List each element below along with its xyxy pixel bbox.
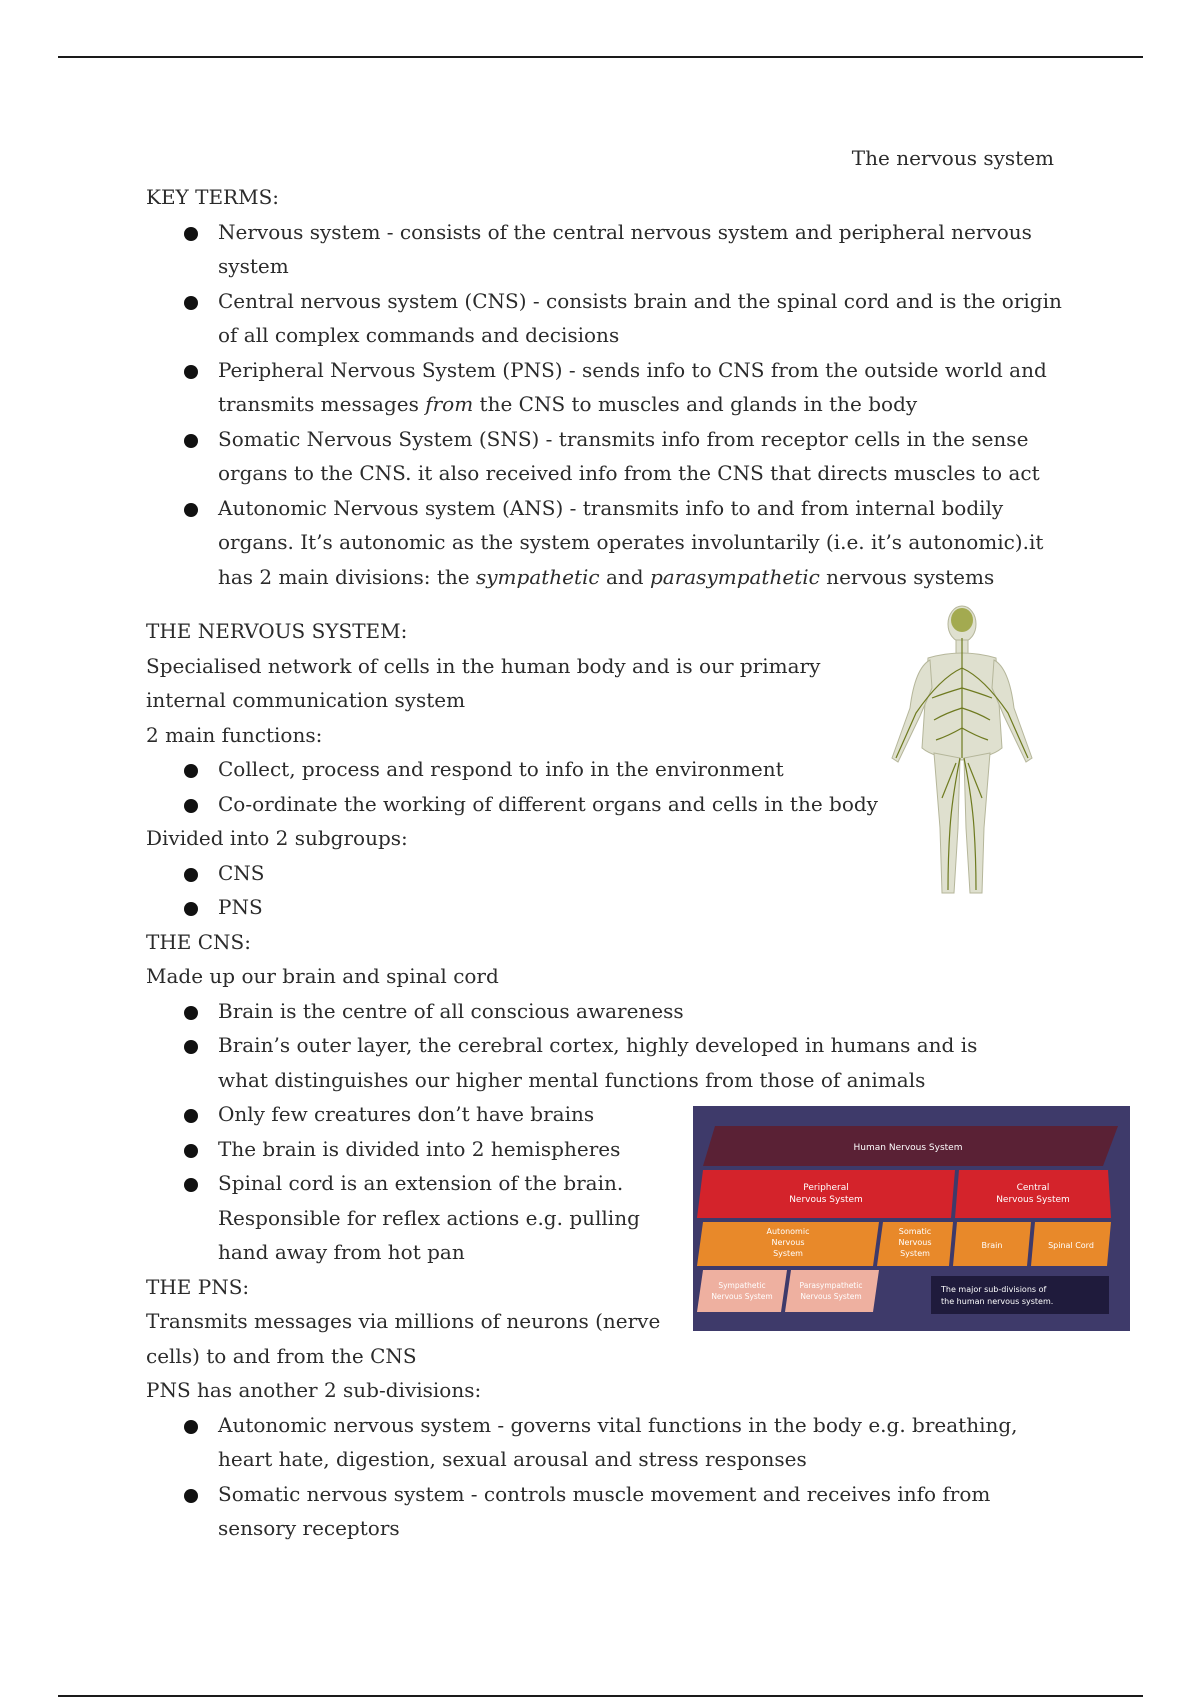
- nervous-system-diagram: [693, 1106, 1130, 1331]
- list-item-text-mid: and: [599, 564, 650, 589]
- key-terms-list: [146, 215, 1066, 595]
- pns-subdivisions-label: PNS has another 2 sub-divisions:: [146, 1378, 482, 1402]
- somatic-label-3: System: [900, 1249, 930, 1258]
- sympathetic-label-1: Sympathetic: [718, 1281, 766, 1290]
- human-body-illustration: [870, 598, 1055, 903]
- list-item-text: Autonomic nervous system - governs vital functions in the body e.g. breathing, heart hate, digestion, sexual arousal and stress responses: [218, 1412, 1018, 1471]
- bullet-icon: [184, 503, 198, 517]
- diagram-caption-1: The major sub-divisions of: [941, 1285, 1047, 1294]
- subgroups-label: Divided into 2 subgroups:: [146, 826, 408, 850]
- diagram-caption-box: [931, 1276, 1109, 1314]
- brain-highlight: [951, 608, 973, 632]
- hierarchy-diagram: [693, 1106, 1130, 1331]
- bullet-icon: [184, 1006, 198, 1020]
- autonomic-label-2: Nervous: [771, 1238, 805, 1247]
- functions-label: 2 main functions:: [146, 722, 323, 747]
- diagram-caption-2: the human nervous system.: [941, 1297, 1054, 1306]
- list-item-text: PNS: [218, 895, 263, 919]
- list-item-text: Brain is the centre of all conscious awareness: [218, 998, 684, 1023]
- bullet-icon: [184, 365, 198, 379]
- list-item-text: CNS: [218, 860, 265, 885]
- autonomic-label-1: Autonomic: [766, 1227, 810, 1236]
- bullet-icon: [184, 1040, 198, 1054]
- emphasis-text: parasympathetic: [649, 564, 820, 589]
- autonomic-label-3: System: [773, 1249, 803, 1258]
- pns-heading: THE PNS:: [146, 1274, 250, 1299]
- list-item-text: Co-ordinate the working of different organs and cells in the body: [218, 791, 878, 816]
- cns-heading: THE CNS:: [146, 929, 251, 954]
- sympathetic-box: [697, 1270, 787, 1312]
- bullet-icon: [184, 1489, 198, 1503]
- list-item-text: Somatic Nervous System (SNS) - transmits info from receptor cells in the sense organs to the CNS. it also received info from the CNS that directs muscles to act: [218, 426, 1040, 485]
- pns-description: Transmits messages via millions of neurons (nerve cells) to and from the CNS: [146, 1309, 661, 1368]
- diagram-top-label: Human Nervous System: [853, 1143, 963, 1153]
- list-item-text: Only few creatures don’t have brains: [218, 1102, 595, 1126]
- list-item-text-start: Autonomic Nervous system (ANS) - transmits info to and from internal bodily organs. It’s autonomic as the system operates involuntarily (i.e. it’s autonomic).it has 2 main divisions: the: [218, 495, 1044, 589]
- top-rule: [58, 56, 1143, 58]
- central-label-1: Central: [1016, 1183, 1050, 1193]
- bullet-icon: [184, 799, 198, 813]
- cns-description: Made up our brain and spinal cord: [146, 964, 499, 988]
- bullet-icon: [184, 902, 198, 916]
- bullet-icon: [184, 227, 198, 241]
- list-item: [146, 422, 1064, 491]
- list-item-text: Brain’s outer layer, the cerebral cortex, highly developed in humans and is what distinguishes our higher mental functions from those of animals: [218, 1033, 978, 1092]
- bullet-icon: [184, 868, 198, 882]
- list-item-text: Collect, process and respond to info in the environment: [218, 757, 784, 781]
- pns-list: [146, 1408, 1066, 1546]
- list-item: [146, 1166, 678, 1270]
- bullet-icon: [184, 1109, 198, 1123]
- bullet-icon: [184, 1420, 198, 1434]
- document-title: The nervous system: [851, 146, 1054, 170]
- bullet-icon: [184, 296, 198, 310]
- list-item-text-start: Peripheral Nervous System (PNS) - sends info to CNS from the outside world and transmits messages: [218, 357, 1047, 416]
- bullet-icon: [184, 1144, 198, 1158]
- list-item-text: Spinal cord is an extension of the brain. Responsible for reflex actions e.g. pulling hand away from hot pan: [218, 1171, 640, 1264]
- list-item: [146, 994, 1018, 1029]
- bullet-icon: [184, 764, 198, 778]
- parasympathetic-label-1: Parasympathetic: [799, 1281, 863, 1290]
- list-item-text-end: the CNS to muscles and glands in the body: [473, 392, 918, 416]
- list-item: [146, 1408, 1064, 1477]
- nervous-system-description: Specialised network of cells in the human body and is our primary internal communication system: [146, 653, 821, 712]
- list-item: [146, 1028, 1018, 1097]
- central-box: [955, 1170, 1111, 1218]
- list-item: [146, 1477, 1064, 1546]
- list-item-text: Central nervous system (CNS) - consists brain and the spinal cord and is the origin of all complex commands and decisions: [218, 288, 1062, 347]
- peripheral-label-1: Peripheral: [803, 1183, 849, 1193]
- parasympathetic-box: [785, 1270, 879, 1312]
- list-item: [146, 491, 1064, 595]
- bullet-icon: [184, 434, 198, 448]
- emphasis-text: sympathetic: [475, 564, 600, 589]
- peripheral-label-2: Nervous System: [789, 1195, 863, 1205]
- list-item: [146, 353, 1064, 422]
- nervous-system-heading: THE NERVOUS SYSTEM:: [146, 619, 408, 643]
- list-item-text: Nervous system - consists of the central nervous system and peripheral nervous system: [218, 219, 1032, 278]
- list-item: [146, 215, 1064, 284]
- list-item-text: Somatic nervous system - controls muscle movement and receives info from sensory receptors: [218, 1481, 991, 1540]
- bullet-icon: [184, 1178, 198, 1192]
- sympathetic-label-2: Nervous System: [711, 1292, 773, 1301]
- spinal-cord-label: Spinal Cord: [1048, 1241, 1094, 1250]
- list-item: [146, 284, 1064, 353]
- emphasis-text: from: [425, 392, 474, 416]
- central-label-2: Nervous System: [996, 1195, 1070, 1205]
- list-item-text-end: nervous systems: [819, 564, 995, 589]
- parasympathetic-label-2: Nervous System: [800, 1292, 862, 1301]
- key-terms-heading: KEY TERMS:: [146, 185, 280, 209]
- nervous-system-figure: [870, 598, 1055, 903]
- peripheral-box: [697, 1170, 955, 1218]
- bottom-rule: [58, 1695, 1143, 1697]
- list-item-text: The brain is divided into 2 hemispheres: [218, 1136, 621, 1161]
- somatic-label-2: Nervous: [898, 1238, 932, 1247]
- somatic-label-1: Somatic: [898, 1227, 932, 1236]
- brain-label: Brain: [981, 1241, 1003, 1250]
